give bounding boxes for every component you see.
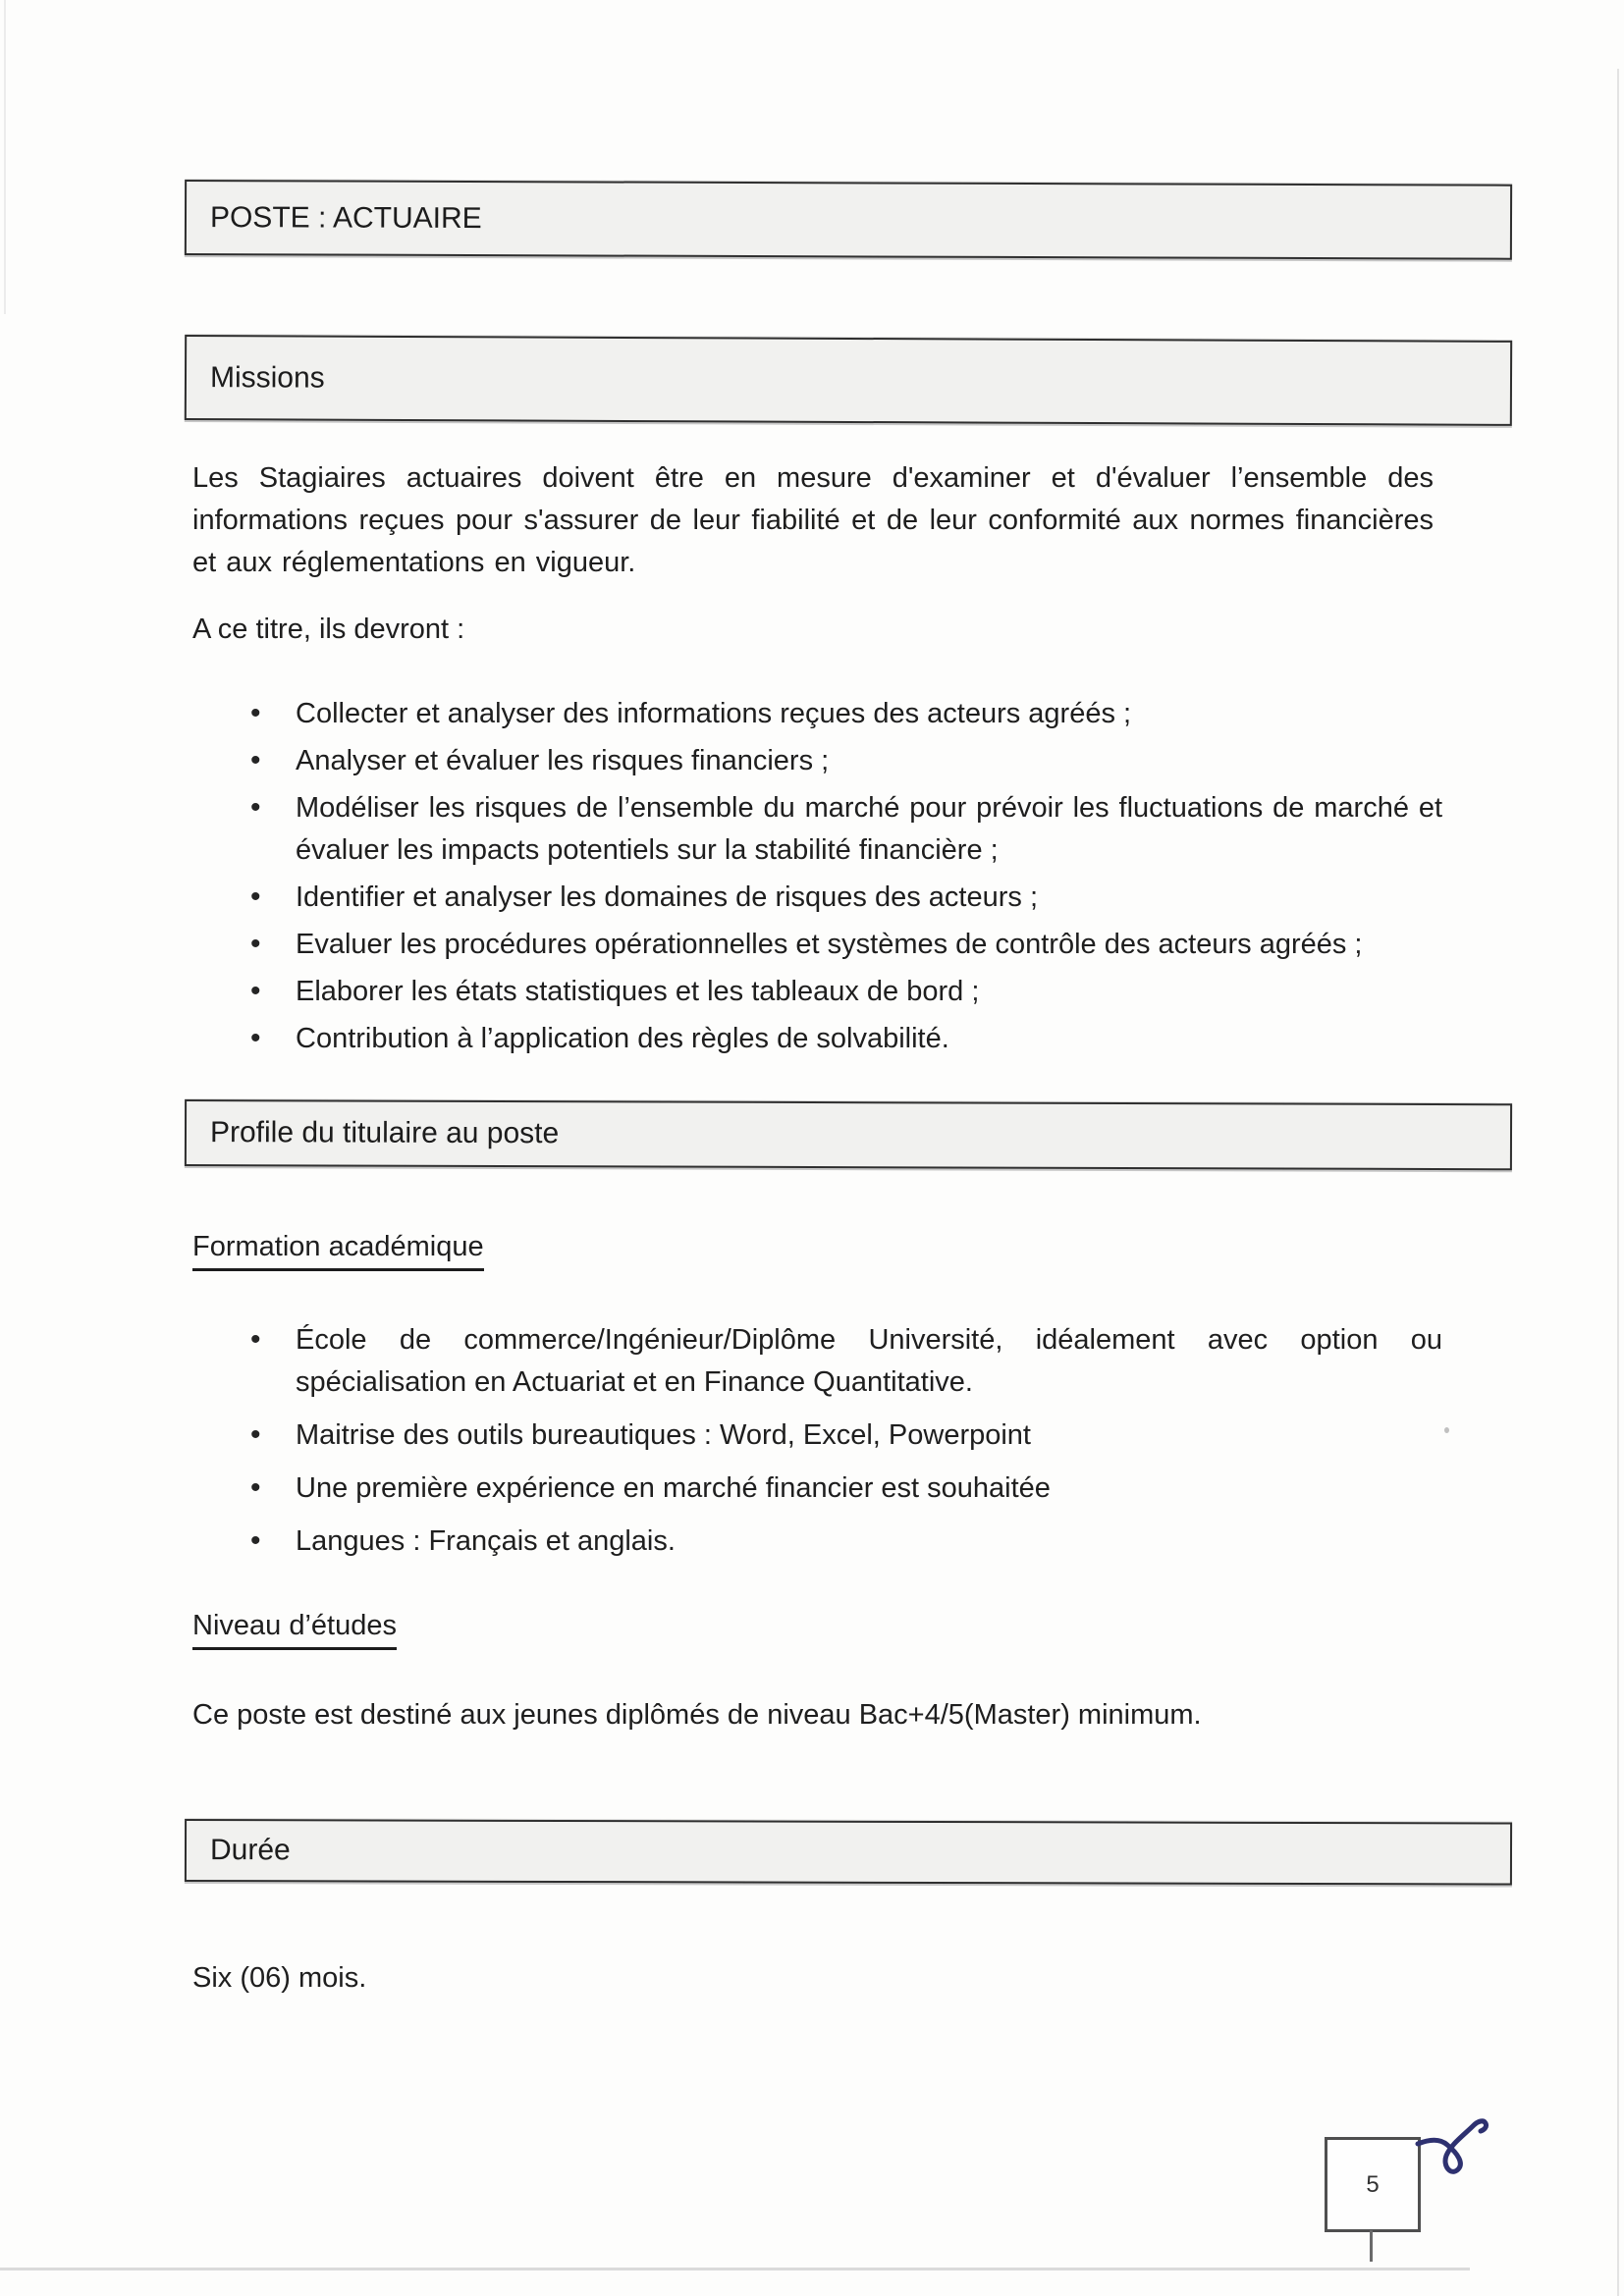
formation-heading: Formation académique <box>192 1231 484 1271</box>
list-item: • Une première expérience en marché financier est souhaitée <box>248 1468 1442 1510</box>
banner-profile <box>185 1099 1512 1170</box>
formation-bullet-list <box>248 1319 1442 1574</box>
banner-missions-label: Missions <box>209 360 325 395</box>
niveau-heading: Niveau d’études <box>192 1610 397 1650</box>
missions-lead-in: A ce titre, ils devront : <box>192 614 465 645</box>
duree-text: Six (06) mois. <box>192 1962 367 1994</box>
page-number-box <box>1325 2137 1421 2232</box>
list-item: • Analyser et évaluer les risques financiers ; <box>248 740 1442 782</box>
missions-bullet-list <box>248 693 1442 1065</box>
scan-right-edge-line <box>1617 69 1619 2296</box>
scan-dust-speck <box>1444 1427 1449 1433</box>
banner-duree <box>185 1819 1512 1886</box>
page-number: 5 <box>1366 2170 1380 2198</box>
scan-left-edge-line <box>4 0 6 314</box>
banner-profile-label: Profile du titulaire au poste <box>209 1116 560 1150</box>
handwritten-ink-flourish-icon <box>1414 2101 1522 2194</box>
list-item: • Evaluer les procédures opérationnelles et systèmes de contrôle des acteurs agréés ; <box>248 924 1442 966</box>
banner-poste-label: POSTE : ACTUAIRE <box>209 200 482 235</box>
niveau-text: Ce poste est destiné aux jeunes diplômés de niveau Bac+4/5(Master) minimum. <box>192 1699 1202 1731</box>
list-item: • Collecter et analyser des informations reçues des acteurs agréés ; <box>248 693 1442 735</box>
list-item: • Modéliser les risques de l’ensemble du marché pour prévoir les fluctuations de marché et évaluer les impacts potentiels sur la stabilité financière ; <box>248 787 1442 872</box>
missions-intro-paragraph: Les Stagiaires actuaires doivent être en mesure d'examiner et d'évaluer l’ensemble des informations reçues pour s'assurer de leur fiabilité et de leur conformité aux normes financières et aux réglementations en vigueur. <box>192 462 1434 578</box>
list-item: • École de commerce/Ingénieur/Diplôme Université, idéalement avec option ou spécialisation en Actuariat et en Finance Quantitative. <box>248 1319 1442 1404</box>
scan-bottom-edge-line <box>0 2268 1470 2270</box>
page-number-box-tail <box>1370 2230 1373 2262</box>
list-item: • Langues : Français et anglais. <box>248 1521 1442 1563</box>
list-item: • Maitrise des outils bureautiques : Word, Excel, Powerpoint <box>248 1415 1442 1457</box>
banner-missions <box>185 335 1512 426</box>
list-item: • Elaborer les états statistiques et les tableaux de bord ; <box>248 971 1442 1013</box>
list-item: • Contribution à l’application des règles de solvabilité. <box>248 1018 1442 1060</box>
banner-poste <box>185 180 1512 260</box>
list-item: • Identifier et analyser les domaines de risques des acteurs ; <box>248 877 1442 919</box>
banner-duree-label: Durée <box>209 1834 291 1867</box>
